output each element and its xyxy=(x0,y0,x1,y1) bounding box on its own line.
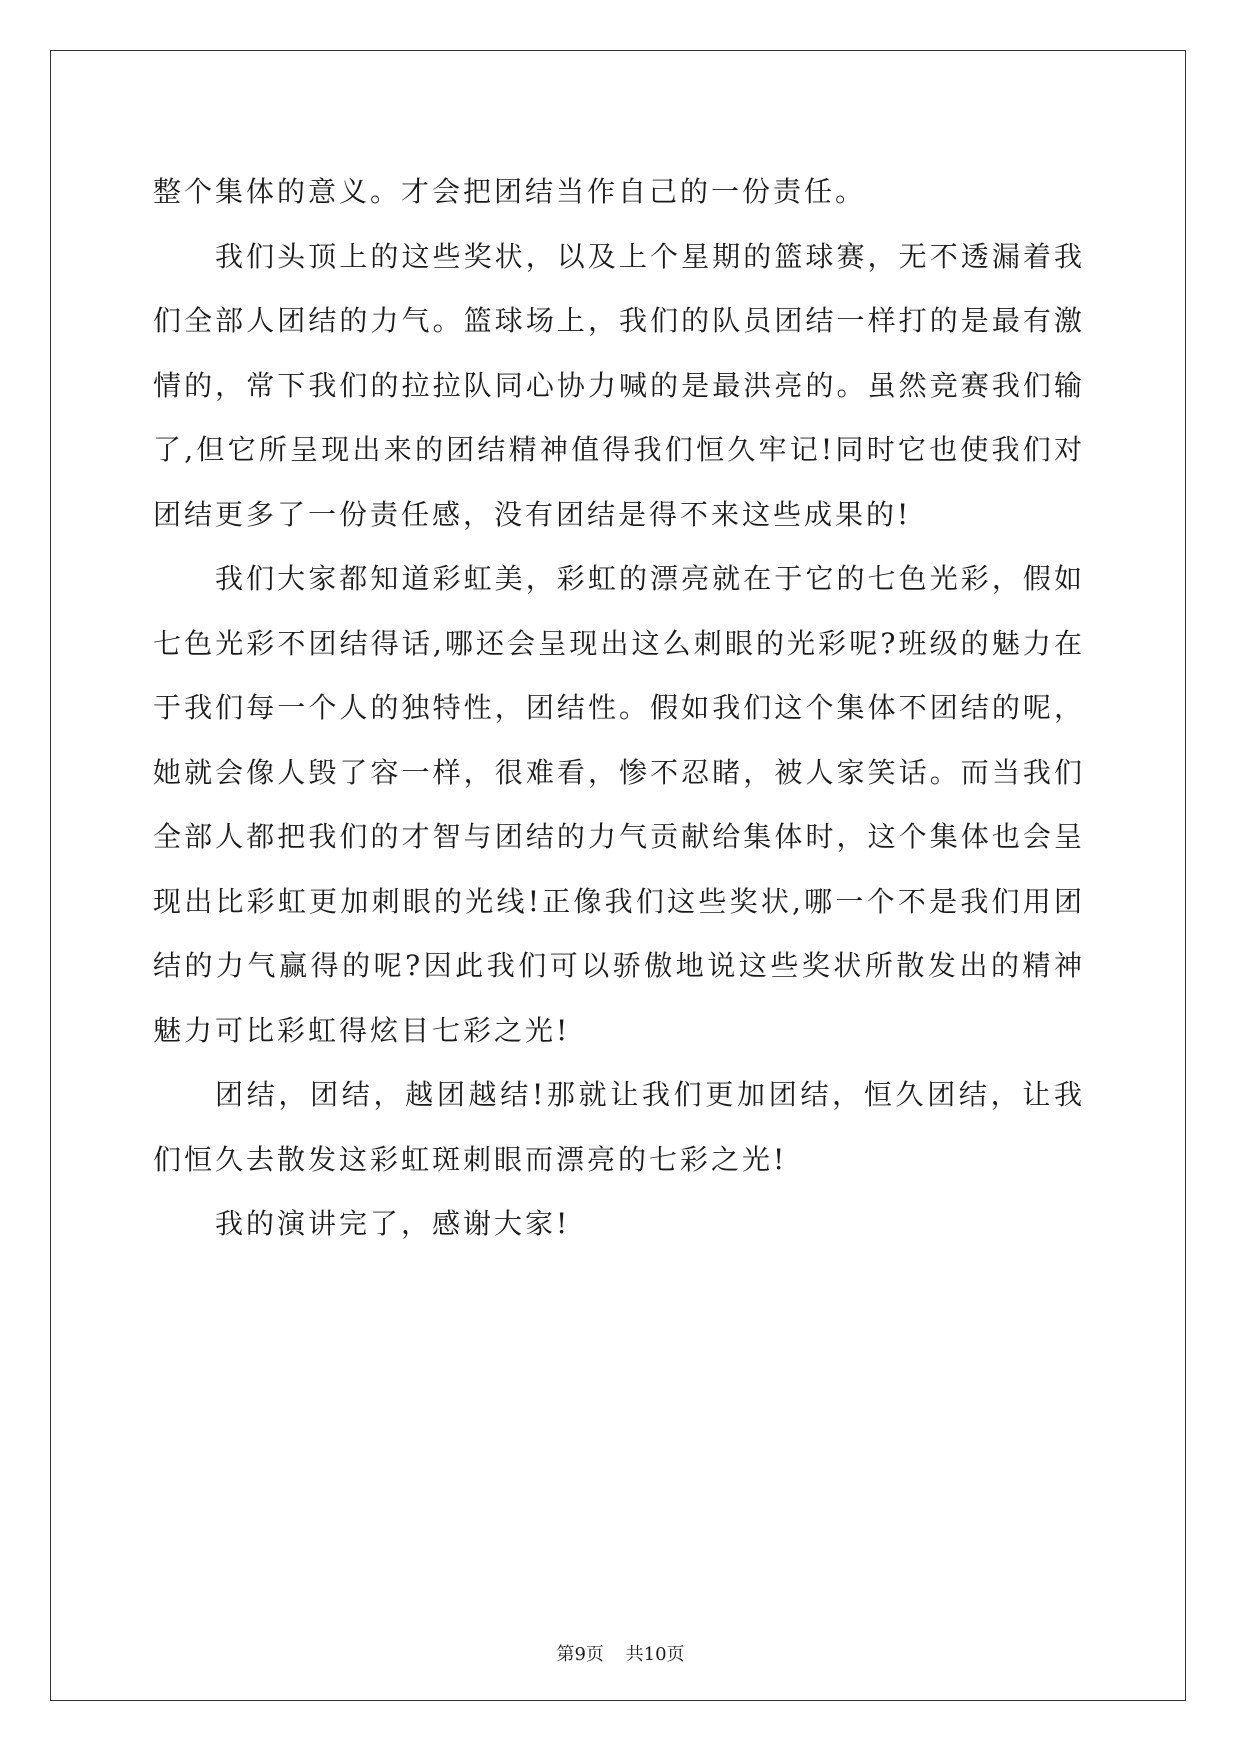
document-body xyxy=(153,160,1085,1257)
paragraph-5: 我的演讲完了，感谢大家! xyxy=(215,1207,571,1240)
paragraph-3: 我们大家都知道彩虹美，彩虹的漂亮就在于它的七色光彩，假如七色光彩不团结得话,哪还会呈现出这么刺眼的光彩呢?班级的魅力在于我们每一个人的独特性，团结性。假如我们这个集体不团结的呢，她就会像人毁了容一样，很难看，惨不忍睹，被人家笑话。而当我们全部人都把我们的才智与团结的力气贡献给集体时，这个集体也会呈现出比彩虹更加刺眼的光线!正像我们这些奖状,哪一个不是我们用团结的力气赢得的呢?因此我们可以骄傲地说这些奖状所散发出的精神魅力可比彩虹得炫目七彩之光! xyxy=(153,562,1085,1047)
page-total: 共10页 xyxy=(625,1644,685,1665)
page-footer xyxy=(0,1640,1241,1666)
paragraph-2: 我们头顶上的这些奖状，以及上个星期的篮球赛，无不透漏着我们全部人团结的力气。篮球场上，我们的队员团结一样打的是最有激情的，常下我们的拉拉队同心协力喊的是最洪亮的。虽然竞赛我们输了,但它所呈现出来的团结精神值得我们恒久牢记!同时它也使我们对团结更多了一份责任感，没有团结是得不来这些成果的! xyxy=(153,239,1085,531)
paragraph-1: 整个集体的意义。才会把团结当作自己的一份责任。 xyxy=(153,175,867,208)
paragraph-4: 团结，团结，越团越结!那就让我们更加团结，恒久团结，让我们恒久去散发这彩虹斑刺眼而漂亮的七彩之光! xyxy=(153,1078,1085,1176)
page-number: 第9页 xyxy=(556,1644,604,1665)
